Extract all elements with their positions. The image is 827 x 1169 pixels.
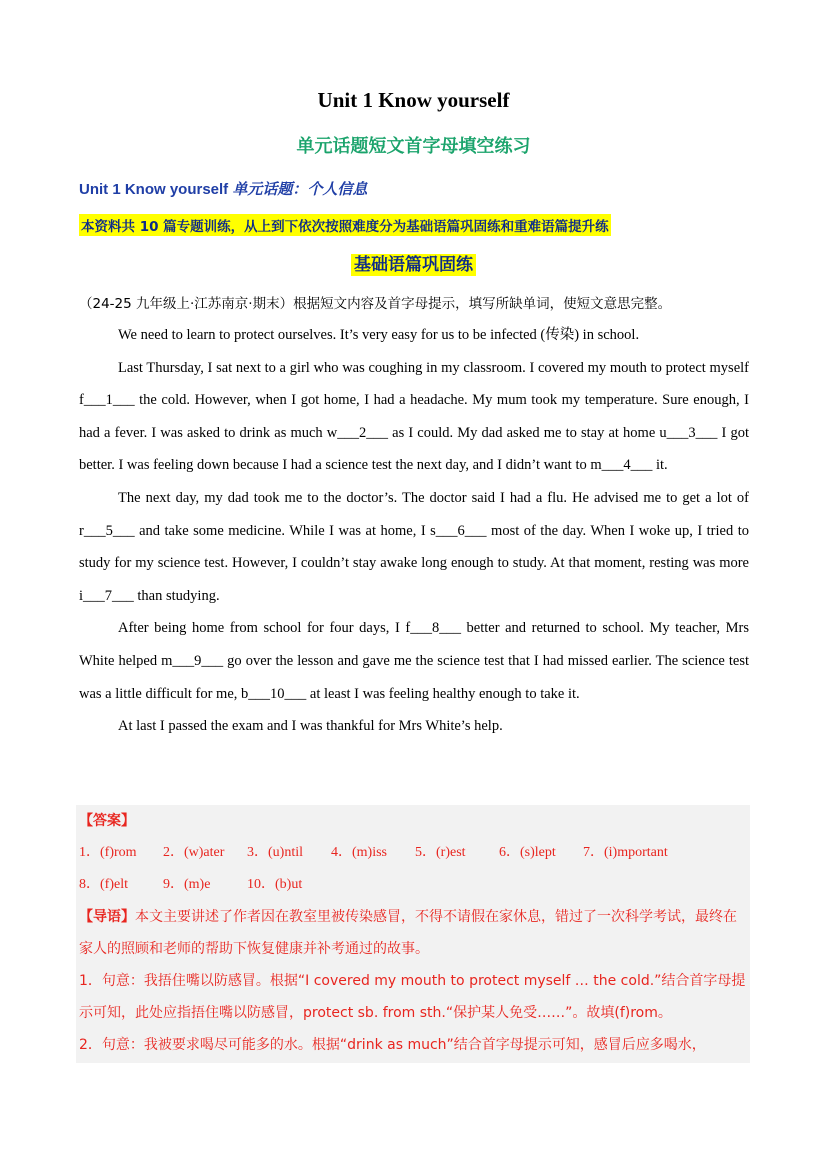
answer-box: [76, 805, 750, 1063]
unit-topic: [79, 178, 367, 199]
notice-banner: 本资料共 10 篇专题训练，从上到下依次按照难度分为基础语篇巩固练和重难语篇提升练: [79, 214, 611, 236]
answer-key: 9．(m)e: [163, 877, 211, 892]
exercise-instruction: （24-25 九年级上·江苏南京·期末）根据短文内容及首字母提示，填写所缺单词，使短文意思完整。: [79, 296, 672, 312]
page-subtitle: 单元话题短文首字母填空练习: [296, 136, 531, 157]
answer-key: 3．(u)ntil: [247, 845, 303, 860]
section-title: 基础语篇巩固练: [351, 254, 476, 276]
answer-key: 4．(m)iss: [331, 845, 387, 860]
guide-label: 【导语】: [79, 909, 135, 925]
answer-note: 1．句意：我捂住嘴以防感冒。根据“I covered my mouth to protect myself … the cold.”结合首字母提示可知，此处应指捂住嘴以防感冒，protect sb. from sth.“保护某人免受……”。故填(f)rom。: [79, 973, 746, 1021]
answer-key: 5．(r)est: [415, 845, 466, 860]
passage-paragraph: At last I passed the exam and I was thankful for Mrs White’s help.: [118, 718, 503, 735]
passage-paragraph: We need to learn to protect ourselves. It’s very easy for us to be infected (传染) in school.: [118, 327, 640, 343]
answer-key: 8．(f)elt: [79, 877, 128, 892]
answer-heading: 【答案】: [79, 813, 135, 829]
answer-key: 7．(i)mportant: [583, 845, 668, 860]
guide-paragraph: [79, 901, 749, 965]
page-title: Unit 1 Know yourself: [317, 88, 510, 112]
passage-paragraph: Last Thursday, I sat next to a girl who was coughing in my classroom. I covered my mouth to protect myself f___1___ the cold. However, when I got home, I had a headache. My mum took my temperature. Sure enough, I had a fever. I was asked to drink as much w___2___ as I could. My dad asked me to stay at home u___3___ I got better. I was feeling down because I had a science test the next day, and I didn’t want to m___4___ it.: [79, 359, 749, 474]
passage-paragraph: After being home from school for four days, I f___8___ better and returned to school. My teacher, Mrs White helped m___9___ go over the lesson and gave me the science test that I had missed earlier. The science test was a little difficult for me, b___10___ at least I was feeling healthy enough to take it.: [79, 620, 749, 702]
topic-name: 单元话题：个人信息: [232, 181, 368, 198]
answer-keys: [79, 837, 749, 901]
passage-paragraph: The next day, my dad took me to the doctor’s. The doctor said I had a flu. He advised me to get a lot of r___5___ and take some medicine. While I was at home, I s___6___ most of the day. When I woke up, I tried to study for my science test. However, I couldn’t stay awake long enough to study. At that moment, resting was more i___7___ than studying.: [79, 489, 749, 604]
answer-key: 2．(w)ater: [163, 845, 225, 860]
answer-key: 10．(b)ut: [247, 877, 303, 892]
topic-unit: Unit 1 Know yourself: [79, 181, 233, 198]
guide-text: 本文主要讲述了作者因在教室里被传染感冒，不得不请假在家休息，错过了一次科学考试，最终在家人的照顾和老师的帮助下恢复健康并补考通过的故事。: [79, 909, 737, 957]
passage: [79, 319, 749, 743]
answer-key: 1．(f)rom: [79, 845, 137, 860]
section-heading: [0, 250, 827, 275]
answer-note: 2．句意：我被要求喝尽可能多的水。根据“drink as much”结合首字母提示可知，感冒后应多喝水，: [79, 1037, 706, 1053]
answer-key: 6．(s)lept: [499, 845, 556, 860]
